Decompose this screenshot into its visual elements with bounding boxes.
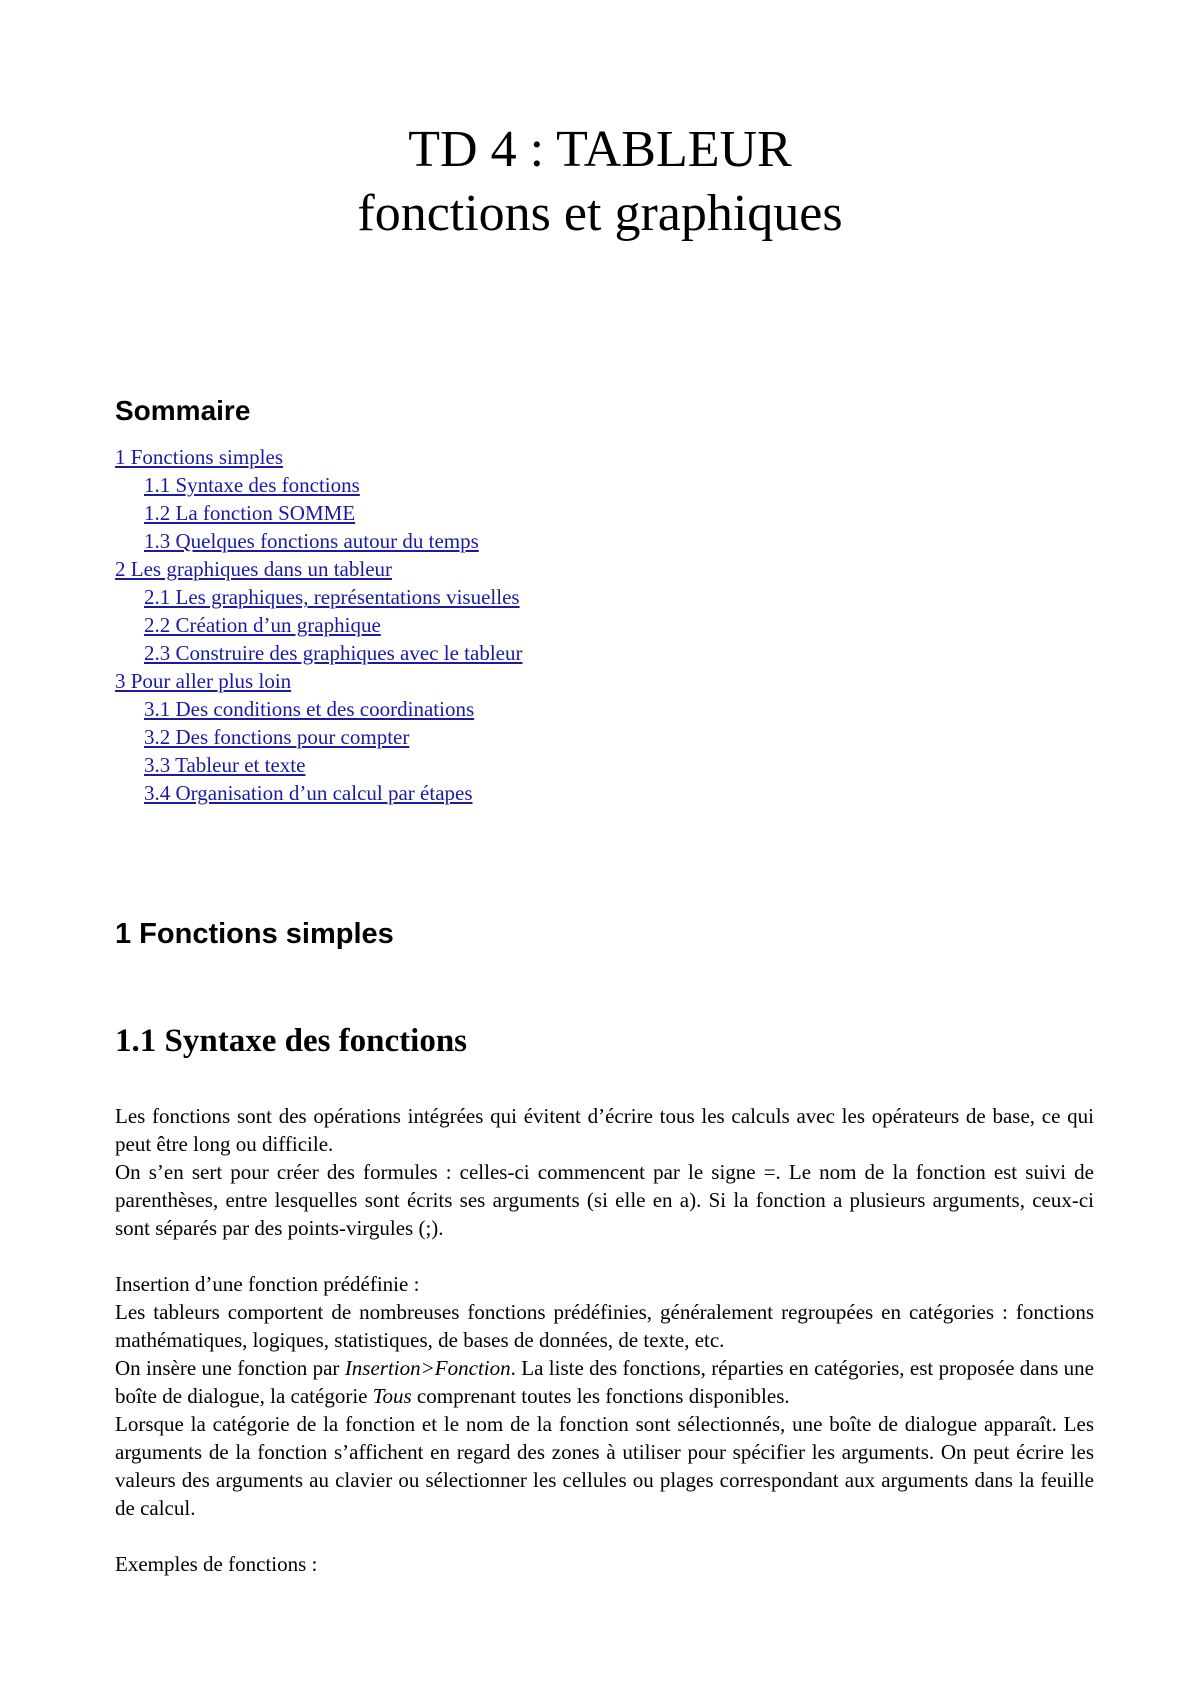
section-heading-1: 1 Fonctions simples [115,918,394,950]
subsection-heading-1-1: 1.1 Syntaxe des fonctions [115,1023,468,1059]
toc-link-2-1[interactable]: 2.1 Les graphiques, représentations visuelles [144,585,520,609]
section-body [115,1102,1094,1578]
toc-link-2-2[interactable]: 2.2 Création d’un graphique [144,613,381,637]
toc-link-3-2[interactable]: 3.2 Des fonctions pour compter [144,725,410,749]
toc-link-2[interactable]: 2 Les graphiques dans un tableur [115,557,393,581]
spacer [115,1242,1094,1270]
title-line-2: fonctions et graphiques [357,185,843,242]
paragraph: Les fonctions sont des opérations intégrées qui évitent d’écrire tous les calculs avec les opérateurs de base, ce qui peut être long ou difficile. [115,1104,1094,1156]
title-line-1: TD 4 : TABLEUR [408,121,792,178]
paragraph: Les tableurs comportent de nombreuses fonctions prédéfinies, généralement regroupées en catégories : fonctions mathématiques, logiques, statistiques, de bases de données, de texte, etc. [115,1300,1094,1352]
toc-item[interactable] [115,527,522,555]
toc-item[interactable] [115,667,522,695]
toc-item[interactable] [115,443,522,471]
toc-link-3-1[interactable]: 3.1 Des conditions et des coordinations [144,697,475,721]
toc-link-1-2[interactable]: 1.2 La fonction SOMME [144,501,356,525]
text-run: On insère une fonction par [115,1356,345,1380]
toc-link-3-3[interactable]: 3.3 Tableur et texte [144,753,306,777]
toc-item[interactable] [115,499,522,527]
toc-item[interactable] [115,471,522,499]
document-title [0,118,1200,246]
toc-link-1[interactable]: 1 Fonctions simples [115,445,284,469]
menu-path: Insertion>Fonction [344,1356,511,1380]
toc-item[interactable] [115,723,522,751]
toc-link-1-3[interactable]: 1.3 Quelques fonctions autour du temps [144,529,479,553]
paragraph: Insertion d’une fonction prédéfinie : [115,1272,420,1296]
paragraph [115,1354,1094,1410]
paragraph: Lorsque la catégorie de la fonction et le nom de la fonction sont sélectionnés, une boîte de dialogue apparaît. Les arguments de la fonction s’affichent en regard des zones à utiliser pour spécifier les arguments. On peut écrire les valeurs des arguments au clavier ou sélectionner les cellules ou plages correspondant aux arguments dans la feuille de calcul. [115,1412,1094,1520]
table-of-contents [115,443,522,807]
toc-item[interactable] [115,695,522,723]
category-name: Tous [372,1384,412,1408]
toc-link-3[interactable]: 3 Pour aller plus loin [115,669,292,693]
text-run: . La liste des fonctions, réparties en catégories, est proposée dans une boîte de dialogue, la catégorie [115,1356,1094,1408]
toc-heading: Sommaire [115,395,251,426]
toc-link-3-4[interactable]: 3.4 Organisation d’un calcul par étapes [144,781,473,805]
toc-item[interactable] [115,639,522,667]
paragraph: Exemples de fonctions : [115,1552,318,1576]
toc-item[interactable] [115,583,522,611]
toc-item[interactable] [115,751,522,779]
toc-item[interactable] [115,611,522,639]
spacer [115,1522,1094,1550]
toc-item[interactable] [115,779,522,807]
toc-link-1-1[interactable]: 1.1 Syntaxe des fonctions [144,473,360,497]
toc-link-2-3[interactable]: 2.3 Construire des graphiques avec le tableur [144,641,523,665]
paragraph: On s’en sert pour créer des formules : celles-ci commencent par le signe =. Le nom de la fonction est suivi de parenthèses, entre lesquelles sont écrits ses arguments (si elle en a). Si la fonction a plusieurs arguments, ceux-ci sont séparés par des points-virgules (;). [115,1160,1094,1240]
toc-item[interactable] [115,555,522,583]
text-run: comprenant toutes les fonctions disponibles. [411,1384,790,1408]
